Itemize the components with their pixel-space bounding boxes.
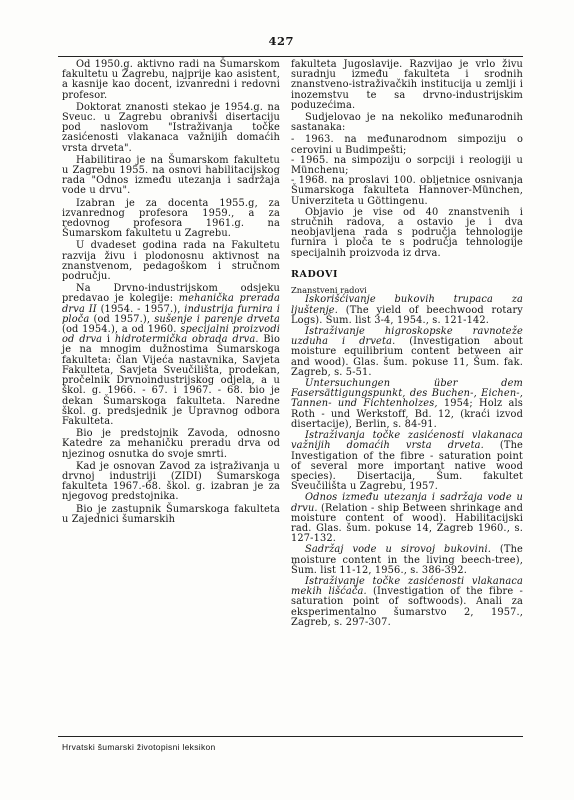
bibliography-entry: Sadržaj vode u sirovoj bukovini. (The moisture content in the living beech-tree), Šum. list 11-12, 1956., s. 386-392. [291,544,523,576]
paragraph-courses: Na Drvno-industrijskom odsjeku predavao je kolegije: mehanička prerada drva II (1954. - 1957.), industrija furnira i ploča (od 1957.), sušenje i parenje drveta (od 1954.), a od 1960. specijalni proizvodi od drva i hidrotermička obrada drva. Bio je na mnogim dužnostima Šumarskoga fakulteta: član Vijeća nastavnika, Savjeta Fakulteta, Savjeta Sveučilišta, prodekan, pročelnik Drvnoindustrijskog odjela, a u škol. g. 1966. - 67. i 1967. - 68. bio je dekan Šumarskoga fakulteta. Naredne škol. g. predsjednik je Upravnog odbora Fakulteta. [62,283,281,427]
paragraph: Bio je predstojnik Zavoda, odnosno Katedre za mehaničku preradu drva od njezinog osnutka do svoje smrti. [62,428,280,460]
paragraph: Kad je osnovan Zavod za istraživanja u drvnoj industriji (ZIDI) Šumarskoga fakulteta 1967.-68. škol. g. izabran je za njegovog predstojnika. [62,460,280,503]
list-item: - 1968. na proslavi 100. obljetnice osnivanja Šumarskoga fakulteta Hannover-München, Univerziteta u Göttingenu. [291,175,523,207]
list-item: - 1965. na simpoziju o sorpciji i reologiji u Münchenu; [291,154,523,177]
paragraph: Sudjelovao je na nekoliko međunarodnih sastanaka: [291,112,523,134]
paragraph: Habilitirao je na Šumarskom fakultetu u Zagrebu 1955. na osnovi habilitacijskog rada "Odnos između utezanja i sadržaja vode u drvu". [62,154,280,197]
left-column [62,60,280,526]
section-subheading: Znanstveni radovi [291,284,367,295]
bibliography-entry: Istraživanje točke zasićenosti vlakanaca mekih lišćača. (Investigation of the fibre - saturation point of softwoods). Anali za eksperimentalno šumarstvo 2, 1957., Zagreb, s. 297-307. [291,575,523,628]
bibliography-entry: Istraživanja točke zasićenosti vlakanaca važnijih domaćih vrsta drveta. (The Investigation of the fibre - saturation point of several more important native wood species). Disertacija, Šum. fakultet Sveučilišta u Zagrebu, 1957. [291,430,523,493]
paragraph: U dvadeset godina rada na Fakultetu razvija živu i plodonosnu aktivnost na znanstvenom, pedagoškom i stručnom području. [62,240,280,283]
paragraph: Doktorat znanosti stekao je 1954.g. na Sveuc. u Zagrebu obranivši disertaciju pod naslovom "Istraživanja točke zasićenosti vlakanaca važnijih domaćih vrsta drveta". [62,101,280,154]
footer-title: Hrvatski šumarski životopisni leksikon [62,742,216,752]
page-number: 427 [268,34,294,48]
bottom-rule [58,736,523,737]
top-rule [58,56,523,57]
right-column [291,60,523,629]
paragraph: Objavio je vise od 40 znanstvenih i stručnih radova, a ostavio je i dva neobjavljena rada s područja tehnologije furnira i ploča te s područja tehnologije specijalnih proizvoda iz drva. [291,206,523,259]
paragraph: fakulteta Jugoslavije. Razvijao je vrlo živu suradnju između fakulteta i srodnih znanstveno-istraživačkih institucija u zemlji i inozemstvu te sa drvno-industrijskim poduzećima. [291,59,523,111]
section-heading: RADOVI [291,268,339,280]
meetings-list [291,135,523,206]
bibliography-entry: Odnos između utezanja i sadržaja vode u drvu. (Relation - ship Between shrinkage and moisture content of wood). Habilitacijski rad. Glas. šum. pokuse 14, Zagreb 1960., s. 127-132. [291,492,523,545]
bibliography-entry: Istraživanje higroskopske ravnoteže uzduha i drveta. (Investigation about moisture equilibrium content between air and wood). Glas. šum. pokuse 11, Šum. fak. Zagreb, s. 5-51. [291,326,523,378]
paragraph: Od 1950.g. aktivno radi na Šumarskom fakultetu u Zagrebu, najprije kao asistent, a kasnije kao docent, izvanredni i redovni profesor. [62,59,280,101]
paragraph: Izabran je za docenta 1955.g, za izvanrednog profesora 1959., a za redovnog profesora 1961.g. na Šumarskom fakultetu u Zagrebu. [62,197,280,240]
paragraph: Bio je zastupnik Šumarskoga fakulteta u Zajednici šumarskih [62,503,280,525]
bibliography-entry: Untersuchungen über dem Fasersättigungspunkt, des Buchen-, Eichen-, Tannen- und Fichtenholzes, 1954; Holz als Roth - und Werkstoff, Bd. 12, (kraći izvod disertacije), Berlin, s. 84-91. [291,378,523,430]
bibliography-entry: Iskorišćivanje bukovih trupaca za ljuštenje. (The yield of beechwood rotary Logs). Šum. list 3-4, 1954., s. 121-142. [291,294,523,326]
list-item: - 1963. na međunarodnom simpoziju o cerovini u Budimpešti; [291,134,523,156]
